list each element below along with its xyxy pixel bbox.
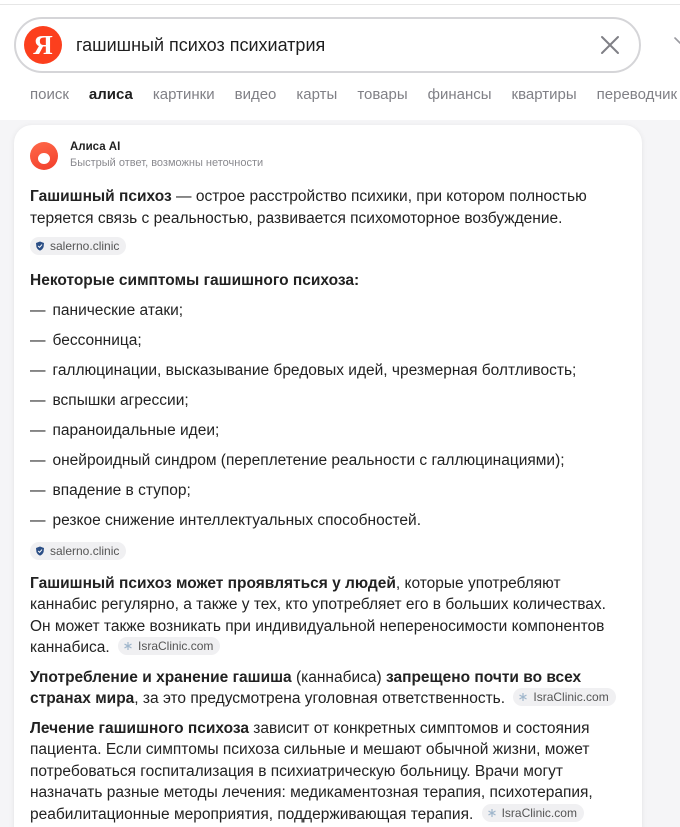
salerno-shield-icon [35, 546, 45, 556]
divider [0, 4, 680, 5]
header [0, 0, 680, 120]
isra-snowflake-icon [487, 808, 497, 818]
answer-term: Гашишный психоз может проявляться у людей [30, 574, 396, 592]
answer-term: Гашишный психоз [30, 188, 172, 205]
source-chip[interactable] [513, 688, 615, 706]
answer-paragraph [30, 573, 630, 659]
search-input[interactable]: гашишный психоз психиатрия [76, 35, 326, 55]
yandex-logo[interactable]: Я [24, 26, 62, 64]
tab-video[interactable]: видео [234, 86, 277, 103]
tab-finance[interactable]: финансы [427, 86, 492, 103]
answer-term: запрещено почти во всех странах мира [30, 668, 582, 707]
source-name: IsraClinic.com [138, 639, 214, 653]
chevron-down-icon[interactable] [673, 35, 680, 49]
list-item: — галлюцинации, высказывание бредовых идей, чрезмерная болтливость; [30, 362, 577, 379]
source-chip[interactable] [118, 637, 220, 655]
alice-logo [30, 142, 58, 170]
source-chip[interactable] [30, 237, 126, 255]
tab-images[interactable]: картинки [152, 86, 215, 103]
answer-text: (каннабиса) [291, 668, 386, 686]
answer-content [30, 186, 630, 827]
salerno-shield-icon [35, 241, 45, 251]
tab-alice[interactable]: алиса [88, 86, 133, 103]
answer-paragraph [30, 186, 630, 229]
isra-snowflake-icon [123, 641, 133, 651]
alice-subtitle: Быстрый ответ, возможны неточности [70, 157, 264, 169]
source-chip[interactable] [30, 542, 126, 560]
answer-term: Лечение гашишного психоза [30, 719, 249, 737]
list-item: — бессонница; [30, 332, 142, 349]
answer-text: , за это предусмотрена уголовная ответственность. [134, 690, 506, 707]
list-item: — вспышки агрессии; [30, 392, 189, 409]
symptoms-heading: Некоторые симптомы гашишного психоза: [30, 271, 360, 289]
tab-apartments[interactable]: квартиры [511, 86, 577, 103]
source-name: salerno.clinic [50, 544, 120, 558]
list-item: — впадение в ступор; [30, 482, 191, 499]
answer-paragraph [30, 667, 630, 710]
tab-translator[interactable]: переводчик [596, 86, 678, 103]
list-item: — параноидальные идеи; [30, 422, 220, 439]
answer-text: , которые употребляют каннабис регулярно, а также у тех, кто употребляет его в больших количествах. Он может также возникать при индивидуальной непереносимости компонентов каннабиса. [30, 574, 606, 656]
search-tabs [30, 86, 680, 103]
answer-paragraph [30, 718, 630, 826]
search-box[interactable] [14, 17, 641, 73]
close-icon[interactable] [598, 33, 622, 57]
answer-text: зависит от конкретных симптомов и состояния пациента. Если симптомы психоза сильные и мешают обычной жизни, может потребоваться госпитализация в психиатрическую больницу. Врачи могут назначать разные методы лечения: медикаментозная терапия, психотерапия, реабилитационные мероприятия, поддерживающая терапия. [30, 719, 593, 823]
list-item: — панические атаки; [30, 302, 184, 319]
source-name: salerno.clinic [50, 239, 120, 253]
tab-search[interactable]: поиск [30, 86, 69, 103]
tab-maps[interactable]: карты [296, 86, 338, 103]
alice-answer-card [14, 125, 642, 827]
list-item: — резкое снижение интеллектуальных способностей. [30, 512, 421, 529]
list-item: — онейроидный синдром (переплетение реальности с галлюцинациями); [30, 452, 565, 469]
source-name: IsraClinic.com [533, 690, 609, 704]
source-name: IsraClinic.com [501, 805, 577, 820]
alice-name: Алиса AI [70, 141, 121, 153]
tab-products[interactable]: товары [357, 86, 408, 103]
answer-term: Употребление и хранение гашиша [30, 668, 292, 686]
source-chip[interactable] [482, 804, 584, 822]
answer-text: — острое расстройство психики, при котором полностью теряется связь с реальностью, развивается психомоторное возбуждение. [30, 188, 587, 227]
isra-snowflake-icon [518, 692, 528, 702]
